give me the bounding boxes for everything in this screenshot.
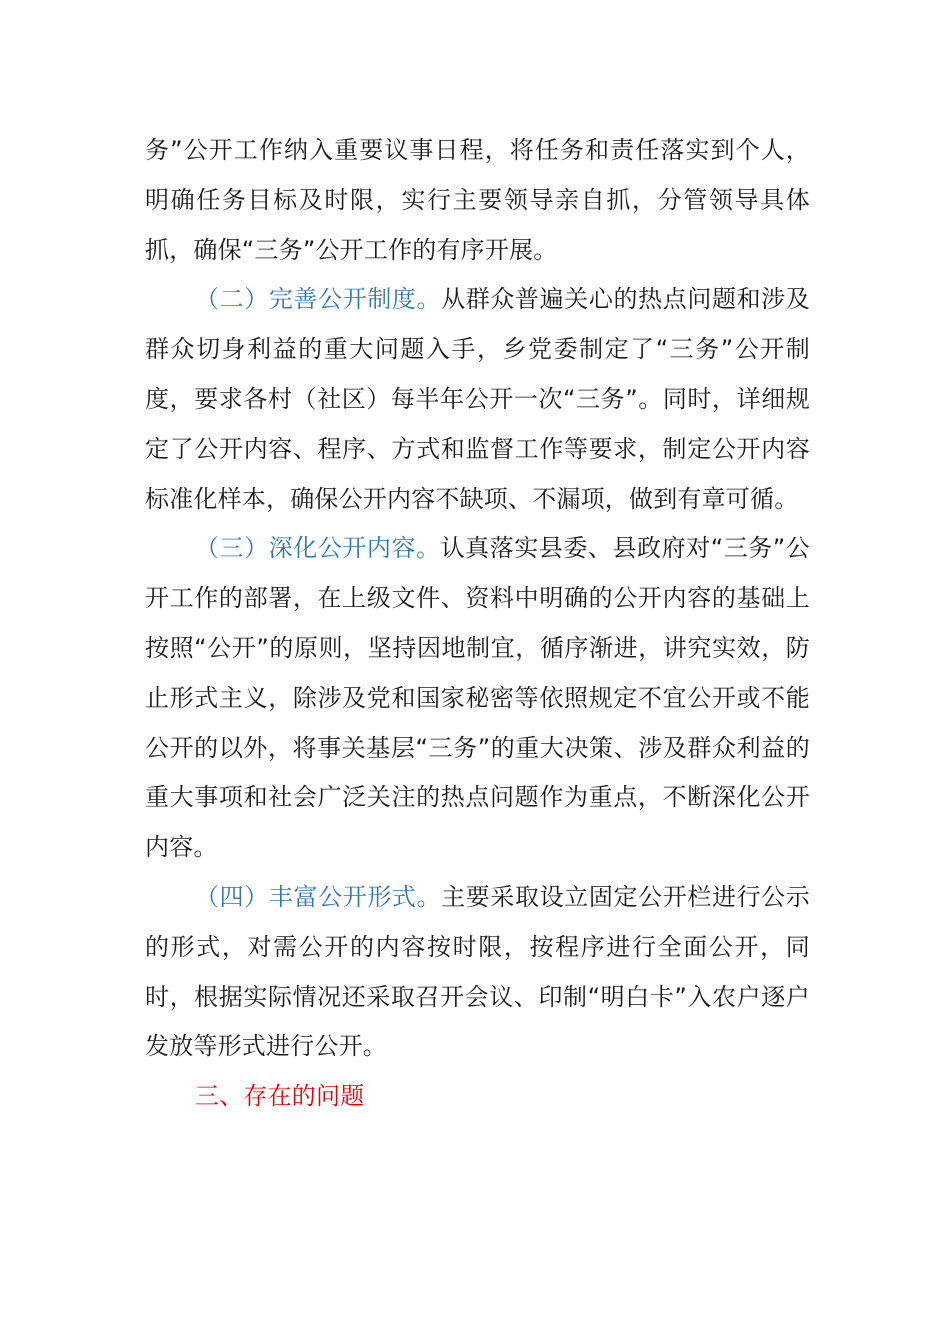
paragraph-text: 主要采取设立固定公开栏进行公示的形式，对需公开的内容按时限，按程序进行全面公开，同时，根据实际情况还采取召开会议、印制“明白卡”入农户逐户发放等形式进行公开。 <box>145 882 811 1061</box>
paragraph-enrich-forms <box>145 873 810 1072</box>
document-body <box>145 126 810 1122</box>
paragraph-deepen-content <box>145 524 810 873</box>
paragraph-text: 从群众普遍关心的热点问题和涉及群众切身利益的重大问题入手，乡党委制定了“三务”公开制度，要求各村（社区）每半年公开一次“三务”。同时，详细规定了公开内容、程序、方式和监督工作等要求，制定公开内容标准化样本，确保公开内容不缺项、不漏项，做到有章可循。 <box>145 285 811 513</box>
paragraph-text: 务”公开工作纳入重要议事日程，将任务和责任落实到个人，明确任务目标及时限，实行主要领导亲自抓，分管领导具体抓，确保“三务”公开工作的有序开展。 <box>145 136 810 264</box>
paragraph-improve-system <box>145 275 810 524</box>
subheading-enrich-forms: （四）丰富公开形式。 <box>195 882 442 911</box>
subheading-deepen-content: （三）深化公开内容。 <box>195 534 441 563</box>
subheading-improve-system: （二）完善公开制度。 <box>195 285 442 314</box>
paragraph-continuation <box>145 126 810 275</box>
section-heading-problems: 三、存在的问题 <box>195 1082 365 1111</box>
paragraph-text: 认真落实县委、县政府对“三务”公开工作的部署，在上级文件、资料中明确的公开内容的基础上按照“公开”的原则，坚持因地制宜，循序渐进，讲究实效，防止形式主义，除涉及党和国家秘密等依照规定不宜公开或不能公开的以外，将事关基层“三务”的重大决策、涉及群众利益的重大事项和社会广泛关注的热点问题作为重点，不断深化公开内容。 <box>145 534 810 862</box>
